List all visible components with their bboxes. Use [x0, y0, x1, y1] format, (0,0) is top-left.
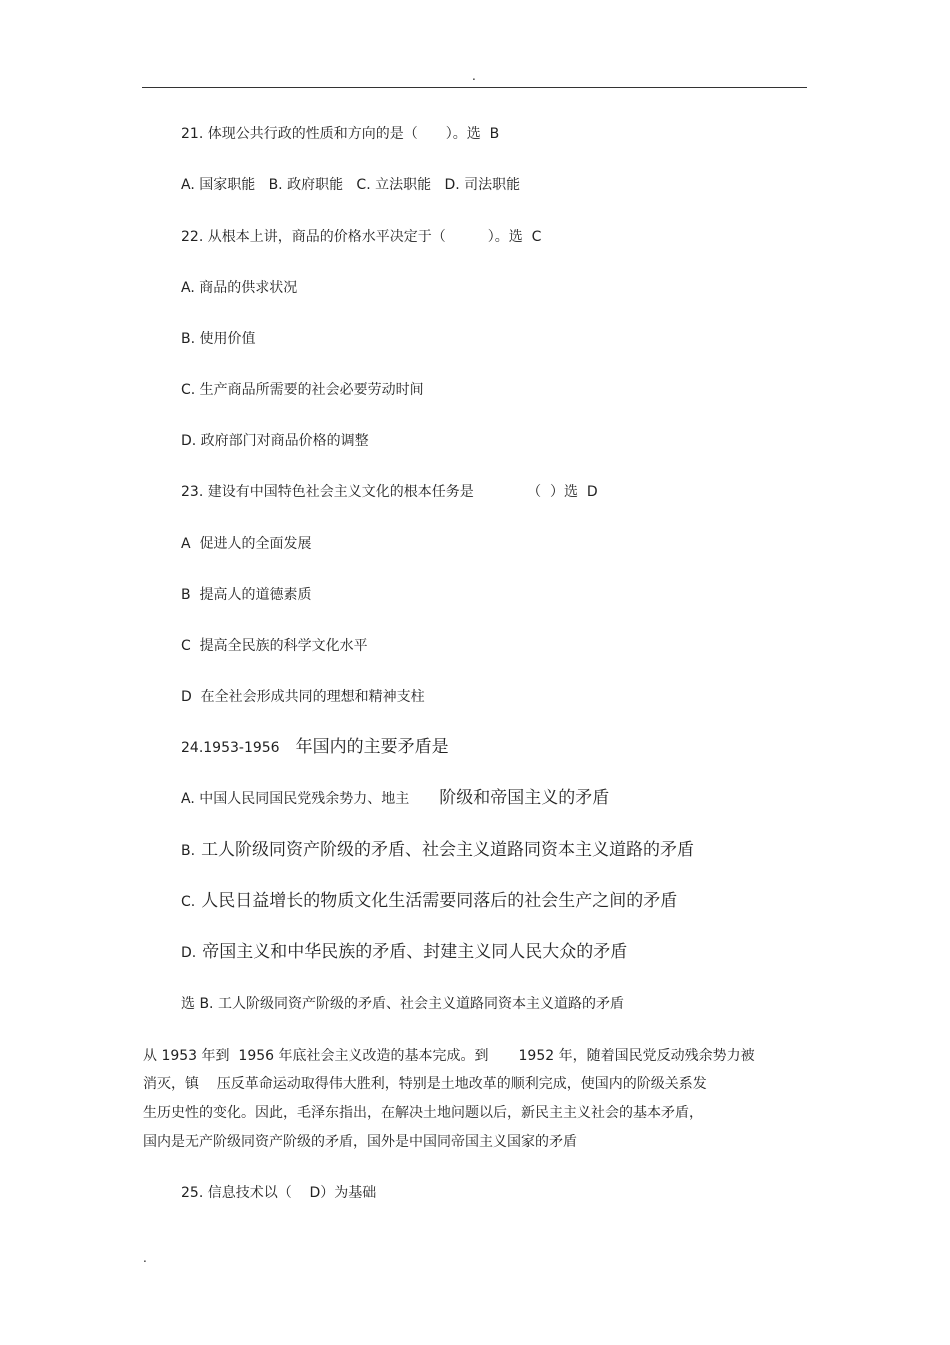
q22-stem: 22. 从根本上讲，商品的价格水平决定于（ ）。选 C — [181, 229, 542, 245]
explanation-line-1b: 1952 年，随着国民党反动残余势力被 — [518, 1048, 755, 1064]
q22-option-c: C. 生产商品所需要的社会必要劳动时间 — [181, 382, 424, 398]
q24-option-d-text: 帝国主义和中华民族的矛盾、封建主义同人民大众的矛盾 — [202, 942, 628, 962]
explanation-line-1a: 从 1953 年到 1956 年底社会主义改造的基本完成。到 — [143, 1048, 489, 1064]
q24-stem — [181, 737, 449, 758]
q21-stem: 21. 体现公共行政的性质和方向的是（ ）。选 B — [181, 126, 500, 142]
footer-dot: . — [143, 1251, 147, 1265]
explanation-line-2: 消灭，镇 压反革命运动取得伟大胜利，特别是土地改革的顺利完成，使国内的阶级关系发 — [143, 1076, 707, 1092]
q24-option-b-text: 工人阶级同资产阶级的矛盾、社会主义道路同资本主义道路的矛盾 — [201, 840, 695, 860]
q22-option-b: B. 使用价值 — [181, 331, 256, 347]
q25-stem: 25. 信息技术以（ D）为基础 — [181, 1185, 377, 1201]
explanation-line-3: 生历史性的变化。因此，毛泽东指出，在解决土地问题以后，新民主主义社会的基本矛盾， — [143, 1105, 703, 1121]
header-dot: . — [472, 69, 476, 83]
q24-option-c-prefix: C. — [181, 894, 196, 910]
q24-answer: 选 B. 工人阶级同资产阶级的矛盾、社会主义道路同资本主义道路的矛盾 — [181, 996, 624, 1012]
q24-stem-suffix: 年国内的主要矛盾是 — [295, 737, 449, 757]
explanation-line-4: 国内是无产阶级同资产阶级的矛盾，国外是中国同帝国主义国家的矛盾 — [143, 1134, 577, 1150]
q23-option-a: A 促进人的全面发展 — [181, 536, 312, 552]
q24-stem-prefix: 24.1953-1956 — [181, 740, 280, 756]
q23-stem: 23. 建设有中国特色社会主义文化的根本任务是 （ ）选 D — [181, 484, 598, 500]
q21-options: A. 国家职能 B. 政府职能 C. 立法职能 D. 司法职能 — [181, 177, 521, 193]
q24-option-d-prefix: D. — [181, 945, 197, 961]
q23-option-b: B 提高人的道德素质 — [181, 587, 312, 603]
explanation-line-1 — [143, 1046, 755, 1066]
q24-option-a — [181, 788, 609, 809]
q22-option-d: D. 政府部门对商品价格的调整 — [181, 433, 369, 449]
q23-option-d: D 在全社会形成共同的理想和精神支柱 — [181, 689, 425, 705]
header-rule — [142, 87, 807, 88]
q22-option-a: A. 商品的供求状况 — [181, 280, 298, 296]
q24-option-b-prefix: B. — [181, 843, 196, 859]
q24-option-a-prefix: A. 中国人民同国民党残余势力、地主 — [181, 791, 410, 807]
q24-option-c — [181, 891, 677, 912]
q24-option-c-text: 人民日益增长的物质文化生活需要同落后的社会生产之间的矛盾 — [201, 891, 678, 911]
q23-option-c: C 提高全民族的科学文化水平 — [181, 638, 368, 654]
q24-option-a-suffix: 阶级和帝国主义的矛盾 — [439, 788, 610, 808]
q24-option-d — [181, 942, 627, 963]
q24-option-b — [181, 840, 694, 861]
